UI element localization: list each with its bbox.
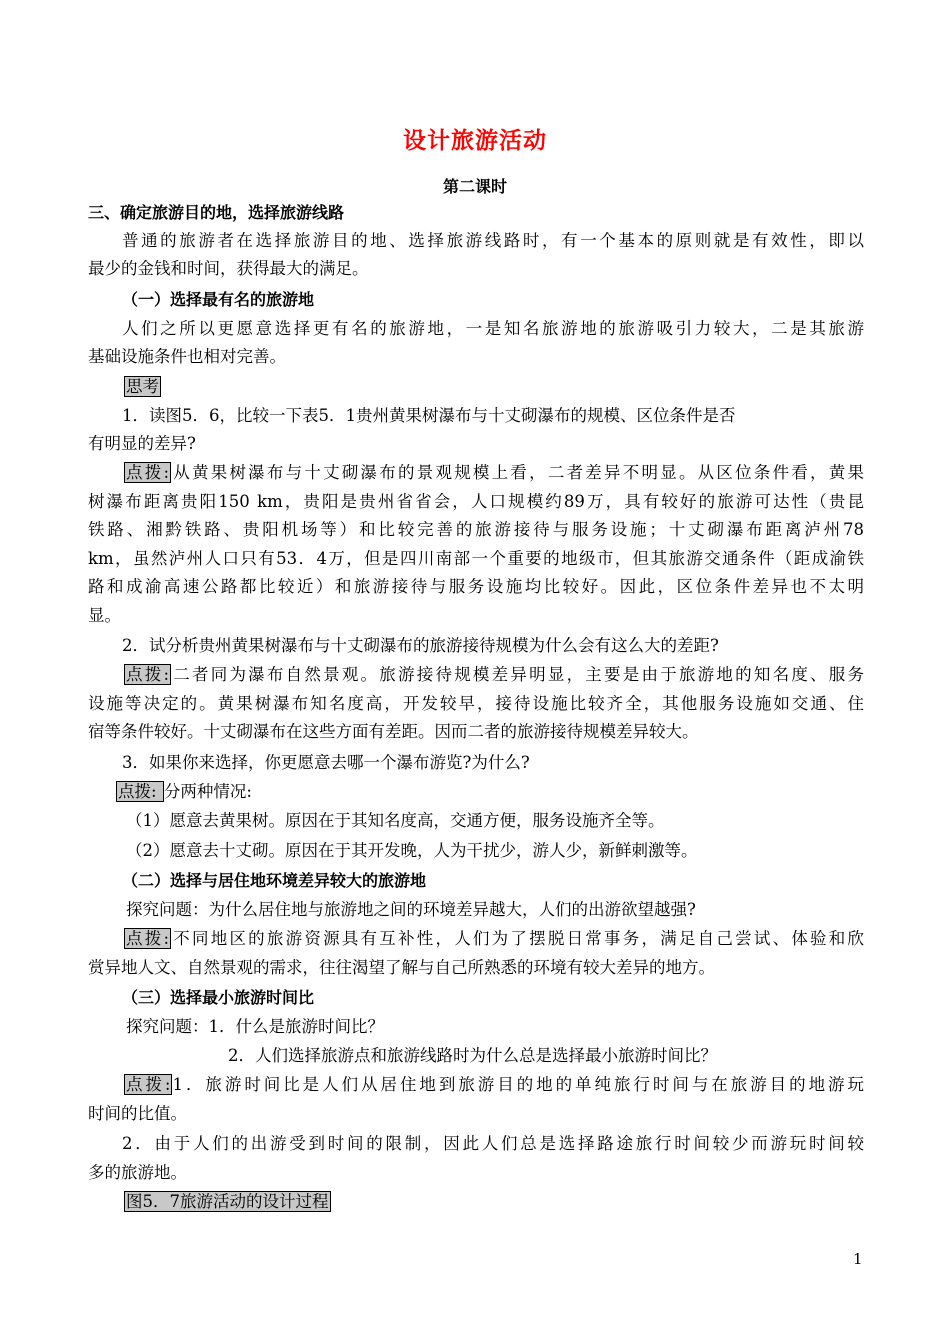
subsection-heading: （二）选择与居住地环境差异较大的旅游地 xyxy=(122,871,427,890)
question-line: 探究问题：1．什么是旅游时间比？ xyxy=(126,1017,384,1036)
answer-line: 时间的比值。 xyxy=(88,1104,187,1123)
answer-line: 树瀑布距离贵阳150 km，贵阳是贵州省省会，人口规模约89万，具有较好的旅游可达性（贵昆 xyxy=(88,492,864,511)
hint-tag: 点拨: xyxy=(118,782,162,801)
answer-line: 设施等决定的。黄果树瀑布知名度高，开发较早，接待设施比较齐全，其他服务设施如交通、住 xyxy=(88,694,864,713)
hint-tag: 点拨: xyxy=(126,929,170,948)
question-line: 探究问题：为什么居住地与旅游地之间的环境差异越大，人们的出游欲望越强? xyxy=(126,900,696,919)
section-heading: 三、确定旅游目的地，选择旅游线路 xyxy=(88,203,345,222)
paragraph-line: 最少的金钱和时间，获得最大的满足。 xyxy=(88,259,369,278)
answer-line: 路和成渝高速公路都比较近）和旅游接待与服务设施均比较好。因此，区位条件差异也不太明 xyxy=(88,577,864,596)
question-line: 1．读图5．6，比较一下表5．1贵州黄果树瀑布与十丈砌瀑布的规模、区位条件是否 xyxy=(122,406,736,425)
think-tag: 思考 xyxy=(126,377,159,396)
page-number: 1 xyxy=(853,1250,863,1268)
answer-line: （1）愿意去黄果树。原因在于其知名度高，交通方便，服务设施齐全等。 xyxy=(126,811,665,830)
paragraph-line: 人们之所以更愿意选择更有名的旅游地，一是知名旅游地的旅游吸引力较大，二是其旅游 xyxy=(122,319,864,338)
question-line: 2．试分析贵州黄果树瀑布与十丈砌瀑布的旅游接待规模为什么会有这么大的差距? xyxy=(122,636,719,655)
answer-line: （2）愿意去十丈砌。原因在于其开发晚，人为干扰少，游人少，新鲜刺激等。 xyxy=(126,841,698,860)
answer-line: 点拨: 二者同为瀑布自然景观。旅游接待规模差异明显，主要是由于旅游地的知名度、服务 xyxy=(126,665,865,684)
paragraph-line: 基础设施条件也相对完善。 xyxy=(88,347,286,366)
figure-caption xyxy=(124,1189,331,1215)
answer-line: 点拨: 分两种情况: xyxy=(118,782,252,801)
answer-line: 赏异地人文、自然景观的需求，往往渴望了解与自己所熟悉的环境有较大差异的地方。 xyxy=(88,958,715,977)
question-line: 2．人们选择旅游点和旅游线路时为什么总是选择最小旅游时间比？ xyxy=(228,1046,717,1065)
question-line: 3．如果你来选择，你更愿意去哪一个瀑布游览?为什么? xyxy=(122,753,530,772)
answer-line: 铁路、湘黔铁路、贵阳机场等）和比较完善的旅游接待与服务设施；十丈砌瀑布距离泸州78 xyxy=(88,520,864,539)
figure-caption-tag: 图5．7旅游活动的设计过程 xyxy=(126,1192,329,1211)
lesson-subtitle: 第二课时 xyxy=(442,177,507,196)
document-title: 设计旅游活动 xyxy=(403,128,547,154)
answer-line: 多的旅游地。 xyxy=(88,1163,187,1182)
answer-line: km，虽然泸州人口只有53．4万，但是四川南部一个重要的地级市，但其旅游交通条件（距成渝铁 xyxy=(88,549,864,568)
question-line: 有明显的差异? xyxy=(88,434,196,453)
answer-line: 宿等条件较好。十丈砌瀑布在这些方面有差距。因而二者的旅游接待规模差异较大。 xyxy=(88,722,699,741)
hint-tag: 点拨: xyxy=(126,1075,171,1094)
answer-line: 点拨: 1．旅游时间比是人们从居住地到旅游目的地的单纯旅行时间与在旅游目的地游玩 xyxy=(126,1075,865,1094)
hint-tag: 点拨: xyxy=(126,665,170,684)
paragraph-line: 普通的旅游者在选择旅游目的地、选择旅游线路时，有一个基本的原则就是有效性，即以 xyxy=(122,231,864,250)
think-label xyxy=(124,374,161,400)
hint-tag: 点拨: xyxy=(126,463,170,482)
answer-line: 点拨: 不同地区的旅游资源具有互补性，人们为了摆脱日常事务，满足自己尝试、体验和欣 xyxy=(126,929,865,948)
subsection-heading: （三）选择最小旅游时间比 xyxy=(122,988,315,1007)
answer-line: 点拨: 从黄果树瀑布与十丈砌瀑布的景观规模上看，二者差异不明显。从区位条件看，黄果 xyxy=(126,463,865,482)
answer-line: 显。 xyxy=(88,606,121,625)
answer-line: 2．由于人们的出游受到时间的限制，因此人们总是选择路途旅行时间较少而游玩时间较 xyxy=(122,1134,864,1153)
subsection-heading: （一）选择最有名的旅游地 xyxy=(122,290,315,309)
